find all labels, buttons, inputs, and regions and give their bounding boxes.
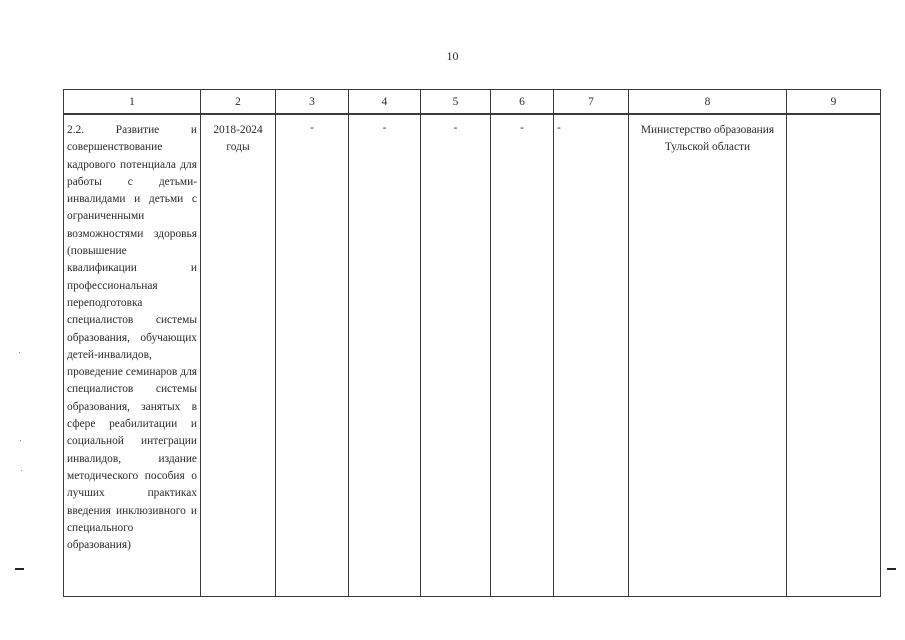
- scan-speck: [20, 440, 21, 441]
- implementation-period: 2018-2024 годы: [201, 114, 276, 597]
- cell-col-7: -: [554, 114, 629, 597]
- cell-col-6: -: [491, 114, 554, 597]
- cell-col-4: -: [349, 114, 421, 597]
- column-header-2: 2: [201, 90, 276, 115]
- right-edge-mark: [887, 568, 896, 570]
- column-header-3: 3: [276, 90, 349, 115]
- cell-col-3: -: [276, 114, 349, 597]
- page-number: 10: [446, 49, 459, 63]
- header-row: [64, 90, 881, 115]
- left-edge-mark: [15, 568, 24, 570]
- column-header-9: 9: [787, 90, 881, 115]
- responsible-executor: Министерство образования Тульской области: [629, 114, 787, 597]
- scan-speck: [21, 470, 22, 471]
- column-header-4: 4: [349, 90, 421, 115]
- scan-speck: [19, 352, 20, 353]
- program-table: [63, 89, 881, 597]
- column-header-1: 1: [64, 90, 201, 115]
- table-row: [64, 114, 881, 597]
- cell-col-9: [787, 114, 881, 597]
- column-header-5: 5: [421, 90, 491, 115]
- measure-description: 2.2. Развитие и совершенствование кадрового потенциала для работы с детьми-инвалидами и детьми с ограниченными возможностями здоровья (повышение квалификации и профессиональная переподготовка специалистов системы образования, обучающих детей-инвалидов, проведение семинаров для специалистов системы образования, занятых в сфере реабилитации и социальной интеграции инвалидов, издание методического пособия о лучших практиках введения инклюзивного и специального образования): [64, 114, 201, 597]
- column-header-6: 6: [491, 90, 554, 115]
- cell-col-5: -: [421, 114, 491, 597]
- column-header-8: 8: [629, 90, 787, 115]
- column-header-7: 7: [554, 90, 629, 115]
